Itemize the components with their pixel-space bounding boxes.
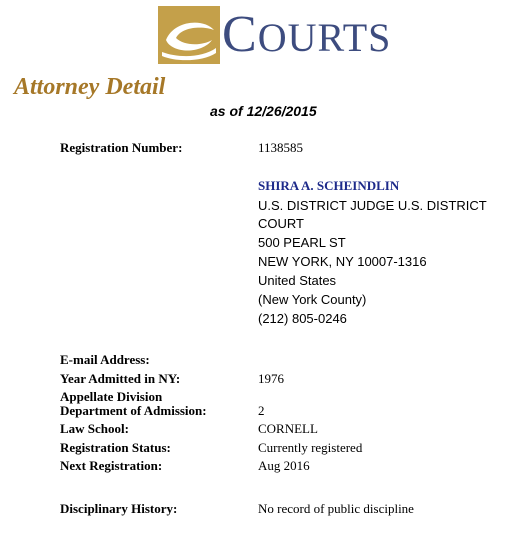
address-county: (New York County)	[258, 292, 367, 307]
email-label: E-mail Address:	[60, 352, 150, 367]
as-of-date: as of 12/26/2015	[210, 103, 317, 119]
courts-logo-icon	[158, 6, 220, 64]
phone-number: (212) 805-0246	[258, 311, 347, 326]
appellate-division-label-line1: Appellate Division	[60, 389, 163, 404]
next-registration-label: Next Registration:	[60, 458, 163, 473]
registration-status-value: Currently registered	[258, 440, 363, 455]
attorney-name: SHIRA A. SCHEINDLIN	[258, 178, 400, 193]
address-country: United States	[258, 273, 337, 288]
disciplinary-history-value: No record of public discipline	[258, 501, 414, 516]
address-line-2: COURT	[258, 216, 304, 231]
page-title: Attorney Detail	[14, 74, 166, 100]
year-admitted-label: Year Admitted in NY:	[60, 371, 181, 386]
courts-wordmark: COURTS	[222, 6, 392, 63]
appellate-division-value: 2	[258, 403, 265, 418]
address-line-4: NEW YORK, NY 10007-1316	[258, 254, 427, 269]
disciplinary-history-label: Disciplinary History:	[60, 501, 178, 516]
registration-number-value: 1138585	[258, 140, 304, 155]
law-school-label: Law School:	[60, 421, 129, 436]
appellate-division-label-line2: Department of Admission:	[60, 403, 207, 418]
next-registration-value: Aug 2016	[258, 458, 310, 473]
law-school-value: CORNELL	[258, 421, 318, 436]
year-admitted-value: 1976	[258, 371, 284, 386]
courts-logo	[158, 6, 394, 64]
registration-status-label: Registration Status:	[60, 440, 171, 455]
registration-number-label: Registration Number:	[60, 140, 183, 155]
address-line-1: U.S. DISTRICT JUDGE U.S. DISTRICT	[258, 198, 487, 213]
address-line-3: 500 PEARL ST	[258, 235, 346, 250]
